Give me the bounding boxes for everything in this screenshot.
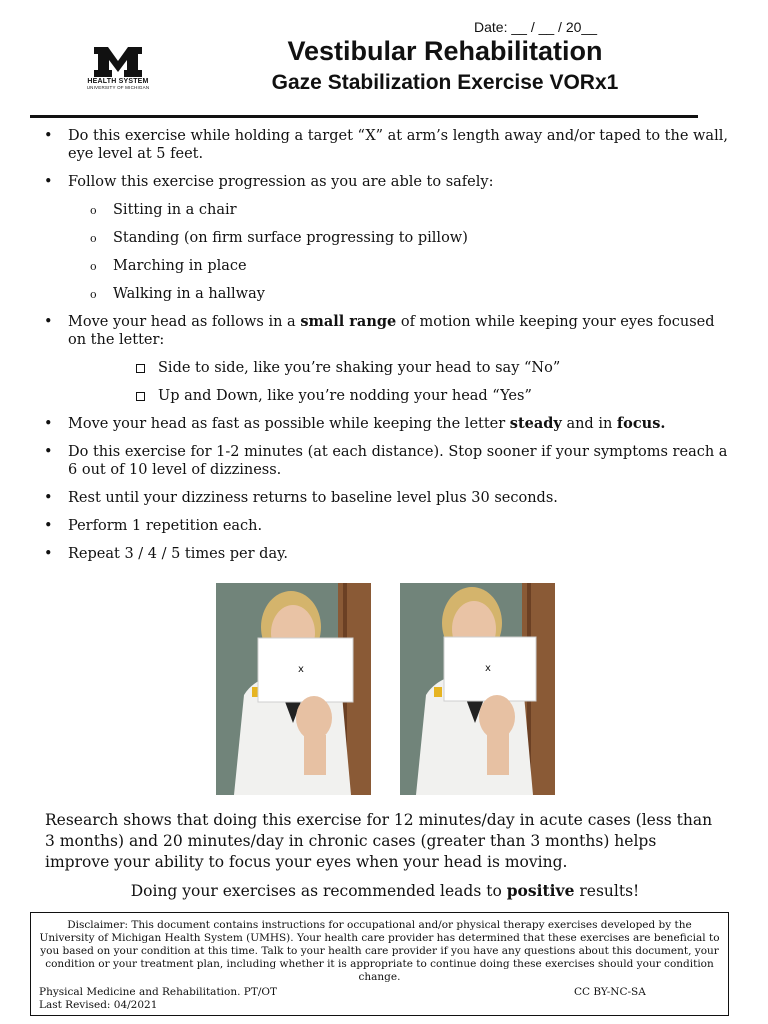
progression-item [30,201,730,219]
exercise-photo-up-down [400,583,555,795]
bullet-text-bold: steady [509,415,562,432]
list-item [30,415,730,433]
bullet-text-pre: Move your head as follows in a [68,314,301,330]
license-label: CC BY-NC-SA [574,986,646,998]
bullet-icon: • [44,444,53,460]
closing-pre: Doing your exercises as recommended leads to [130,882,507,900]
instruction-list [30,127,730,573]
motion-text: Up and Down, like you’re nodding your head “Yes” [158,388,532,404]
circle-bullet-icon: o [90,260,97,273]
date-line: Date: __ / __ / 20__ [474,19,597,35]
bullet-text-bold: focus. [616,415,666,432]
motion-text: Side to side, like you’re shaking your head to say “No” [158,360,561,376]
progression-text: Standing (on firm surface progressing to pillow) [113,230,468,246]
progression-item [30,229,730,247]
square-bullet-icon [136,364,145,373]
progression-text: Marching in place [113,258,247,274]
department-label: Physical Medicine and Rehabilitation. PT/OT [39,986,277,998]
page-subtitle: Gaze Stabilization Exercise VORx1 [271,71,619,94]
research-paragraph: Research shows that doing this exercise for 12 minutes/day in acute cases (less than 3 months) and 20 minutes/day in chronic cases (greater than 3 months) helps improve your ability to focus your eyes when your head is moving. [45,811,713,871]
bullet-icon: • [44,416,53,432]
list-item [30,517,730,535]
disclaimer-text: Disclaimer: This document contains instructions for occupational and/or physical therapy exercises developed by the University of Michigan Health System (UMHS). Your health care provider has determined that these exercises are beneficial to you based on your condition at this time. Talk to your health care provider if you have any questions about this document, your condition or your treatment plan, including whether it is appropriate to continue doing these exercises should your condition change. [39,919,720,983]
motion-item [30,359,730,377]
circle-bullet-icon: o [90,288,97,301]
target-x-letter: x [485,663,491,674]
bullet-icon: • [44,128,53,144]
progression-item [30,257,730,275]
bullet-icon: • [44,490,53,506]
target-x-letter: x [298,664,304,675]
logo-line2: UNIVERSITY OF MICHIGAN [86,85,150,90]
bullet-text-mid: and in [561,416,617,432]
list-item [30,313,730,349]
progression-item [30,285,730,303]
bullet-text-post: of motion while keeping your eyes focused on the letter: [68,314,715,348]
progression-text: Sitting in a chair [113,202,237,218]
bullet-icon: • [44,314,53,330]
revised-label: Last Revised: 04/2021 [39,999,158,1011]
bullet-text: Rest until your dizziness returns to baseline level plus 30 seconds. [68,490,558,506]
circle-bullet-icon: o [90,232,97,245]
exercise-photo-side-to-side [216,583,371,795]
disclaimer-footer [39,986,719,1012]
bullet-icon: • [44,518,53,534]
list-item [30,545,730,563]
logo-line1: HEALTH SYSTEM [87,78,149,85]
disclaimer-box [30,912,729,1016]
bullet-text: Follow this exercise progression as you are able to safely: [68,174,494,190]
list-item [30,443,730,479]
header-divider [30,115,698,118]
michigan-m-logo [82,47,154,103]
page-title: Vestibular Rehabilitation [287,36,603,66]
bullet-text: Repeat 3 / 4 / 5 times per day. [68,546,288,562]
bullet-text-bold: small range [300,313,397,330]
closing-post: results! [574,882,640,900]
closing-bold: positive [506,881,575,900]
bullet-icon: • [44,546,53,562]
block-m-icon [92,47,144,77]
list-item [30,489,730,507]
circle-bullet-icon: o [90,204,97,217]
square-bullet-icon [136,392,145,401]
list-item [30,173,730,191]
bullet-text: Do this exercise while holding a target “X” at arm’s length away and/or taped to the wall, eye level at 5 feet. [68,128,728,162]
list-item [30,127,730,163]
closing-line [45,881,725,901]
progression-text: Walking in a hallway [113,286,265,302]
bullet-text-pre: Move your head as fast as possible while keeping the letter [68,416,510,432]
motion-item [30,387,730,405]
bullet-text: Perform 1 repetition each. [68,518,263,534]
bullet-text: Do this exercise for 1-2 minutes (at each distance). Stop sooner if your symptoms reach a 6 out of 10 level of dizziness. [68,444,728,478]
bullet-icon: • [44,174,53,190]
